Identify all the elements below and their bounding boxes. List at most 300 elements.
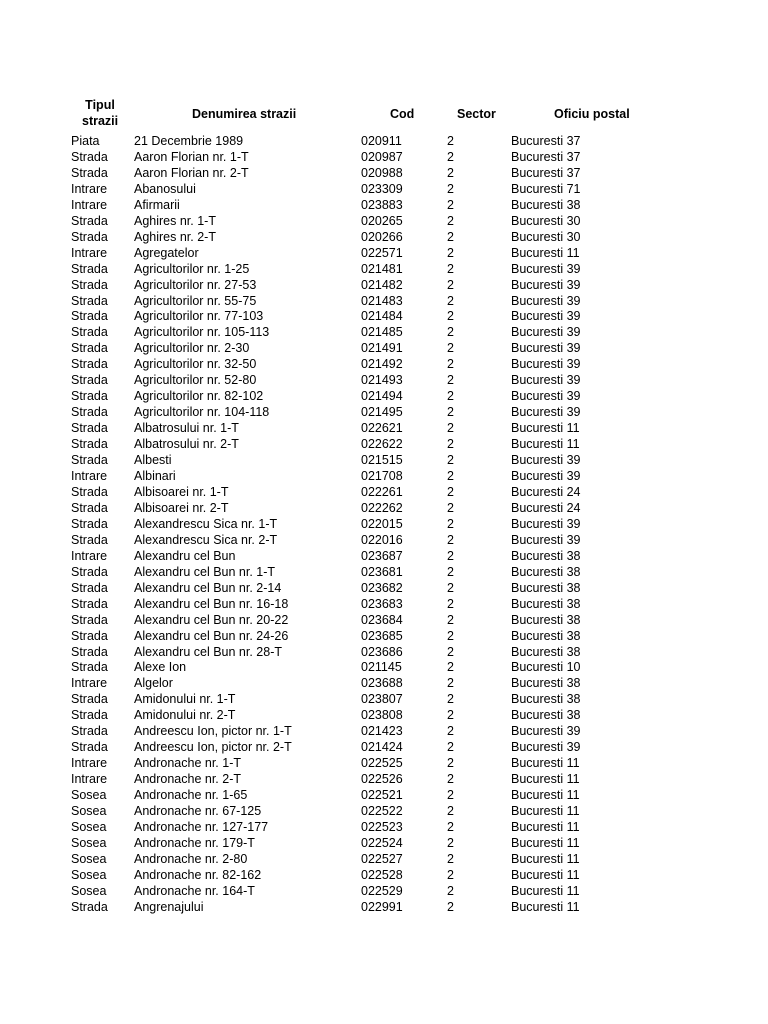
header-tipul-line2: strazii [82, 114, 119, 128]
cell-sector: 2 [447, 612, 454, 627]
cell-tipul-strazii: Piata [71, 134, 100, 148]
cell-tipul-strazii: Intrare [71, 676, 108, 691]
table-row [0, 723, 768, 739]
table-row [0, 596, 768, 612]
cell-oficiu-postal: Bucuresti 39 [511, 405, 581, 420]
cell-sector: 2 [447, 883, 454, 898]
cell-tipul-strazii: Intrare [71, 197, 108, 212]
cell-sector: 2 [447, 165, 454, 180]
cell-denumirea-strazii: Agricultorilor nr. 2-30 [134, 341, 250, 356]
cell-oficiu-postal: Bucuresti 38 [511, 644, 581, 659]
cell-oficiu-postal: Bucuresti 11 [511, 819, 580, 834]
cell-denumirea-strazii: Agricultorilor nr. 27-53 [134, 277, 257, 292]
table-row [0, 293, 768, 309]
table-row [0, 500, 768, 516]
table-row [0, 612, 768, 628]
cell-denumirea-strazii: Abanosului [134, 181, 196, 196]
cell-oficiu-postal: Bucuresti 39 [511, 373, 581, 388]
cell-sector: 2 [447, 325, 454, 340]
cell-sector: 2 [447, 564, 454, 579]
cell-oficiu-postal: Bucuresti 11 [511, 899, 580, 914]
cell-cod: 020987 [361, 149, 403, 164]
cell-oficiu-postal: Bucuresti 24 [511, 500, 581, 515]
cell-denumirea-strazii: Andronache nr. 1-65 [134, 788, 248, 803]
cell-cod: 022622 [361, 437, 403, 452]
cell-tipul-strazii: Strada [71, 660, 108, 675]
cell-tipul-strazii: Strada [71, 309, 108, 324]
cell-denumirea-strazii: Andronache nr. 2-80 [134, 851, 248, 866]
cell-cod: 020911 [361, 134, 402, 148]
cell-tipul-strazii: Intrare [71, 548, 108, 563]
cell-oficiu-postal: Bucuresti 38 [511, 197, 581, 212]
cell-denumirea-strazii: Andronache nr. 1-T [134, 756, 242, 771]
cell-oficiu-postal: Bucuresti 71 [511, 181, 581, 196]
cell-cod: 021492 [361, 357, 403, 372]
cell-tipul-strazii: Intrare [71, 245, 108, 260]
cell-cod: 021484 [361, 309, 403, 324]
cell-sector: 2 [447, 724, 454, 739]
cell-oficiu-postal: Bucuresti 38 [511, 580, 581, 595]
cell-oficiu-postal: Bucuresti 38 [511, 564, 581, 579]
table-row [0, 165, 768, 181]
cell-denumirea-strazii: Alexandru cel Bun nr. 20-22 [134, 612, 289, 627]
cell-tipul-strazii: Strada [71, 453, 108, 468]
cell-sector: 2 [447, 692, 454, 707]
table-row [0, 628, 768, 644]
cell-cod: 023686 [361, 644, 403, 659]
table-row [0, 644, 768, 660]
table-row [0, 739, 768, 755]
cell-cod: 022524 [361, 835, 403, 850]
cell-sector: 2 [447, 181, 454, 196]
table-row [0, 548, 768, 564]
cell-tipul-strazii: Strada [71, 421, 108, 436]
table-row [0, 468, 768, 484]
cell-oficiu-postal: Bucuresti 11 [511, 883, 580, 898]
cell-tipul-strazii: Sosea [71, 804, 107, 819]
cell-sector: 2 [447, 835, 454, 850]
cell-denumirea-strazii: Albinari [134, 469, 176, 484]
cell-sector: 2 [447, 197, 454, 212]
cell-oficiu-postal: Bucuresti 39 [511, 357, 581, 372]
cell-oficiu-postal: Bucuresti 39 [511, 261, 581, 276]
cell-denumirea-strazii: Albatrosului nr. 2-T [134, 437, 239, 452]
cell-oficiu-postal: Bucuresti 11 [511, 772, 580, 787]
cell-tipul-strazii: Strada [71, 437, 108, 452]
cell-tipul-strazii: Strada [71, 293, 108, 308]
cell-cod: 022527 [361, 851, 403, 866]
cell-tipul-strazii: Strada [71, 580, 108, 595]
cell-denumirea-strazii: Andreescu Ion, pictor nr. 2-T [134, 740, 292, 755]
cell-sector: 2 [447, 389, 454, 404]
table-row [0, 213, 768, 229]
cell-denumirea-strazii: Afirmarii [134, 197, 180, 212]
cell-oficiu-postal: Bucuresti 11 [511, 835, 580, 850]
cell-sector: 2 [447, 660, 454, 675]
cell-sector: 2 [447, 469, 454, 484]
cell-denumirea-strazii: Alexandru cel Bun nr. 24-26 [134, 628, 289, 643]
cell-sector: 2 [447, 293, 454, 308]
cell-tipul-strazii: Strada [71, 596, 108, 611]
cell-oficiu-postal: Bucuresti 39 [511, 341, 581, 356]
cell-denumirea-strazii: Albisoarei nr. 2-T [134, 500, 229, 515]
cell-denumirea-strazii: Andronache nr. 67-125 [134, 804, 262, 819]
cell-denumirea-strazii: Aaron Florian nr. 1-T [134, 149, 249, 164]
cell-sector: 2 [447, 453, 454, 468]
cell-tipul-strazii: Strada [71, 564, 108, 579]
table-row [0, 755, 768, 771]
table-row [0, 229, 768, 245]
cell-tipul-strazii: Strada [71, 389, 108, 404]
cell-cod: 021423 [361, 724, 403, 739]
cell-oficiu-postal: Bucuresti 38 [511, 628, 581, 643]
cell-oficiu-postal: Bucuresti 39 [511, 532, 581, 547]
table-row [0, 675, 768, 691]
table-row [0, 691, 768, 707]
cell-cod: 022521 [361, 788, 403, 803]
cell-denumirea-strazii: Amidonului nr. 1-T [134, 692, 236, 707]
cell-sector: 2 [447, 867, 454, 882]
cell-oficiu-postal: Bucuresti 39 [511, 293, 581, 308]
table-row [0, 803, 768, 819]
cell-sector: 2 [447, 245, 454, 260]
cell-sector: 2 [447, 532, 454, 547]
cell-sector: 2 [447, 596, 454, 611]
cell-oficiu-postal: Bucuresti 11 [511, 756, 580, 771]
cell-tipul-strazii: Strada [71, 692, 108, 707]
table-row [0, 277, 768, 293]
cell-oficiu-postal: Bucuresti 24 [511, 484, 581, 499]
cell-oficiu-postal: Bucuresti 39 [511, 325, 581, 340]
cell-tipul-strazii: Strada [71, 149, 108, 164]
cell-oficiu-postal: Bucuresti 37 [511, 165, 581, 180]
cell-denumirea-strazii: Alexandrescu Sica nr. 2-T [134, 532, 278, 547]
cell-sector: 2 [447, 851, 454, 866]
cell-denumirea-strazii: Angrenajului [134, 899, 204, 914]
cell-oficiu-postal: Bucuresti 11 [511, 437, 580, 452]
table-row [0, 452, 768, 468]
cell-sector: 2 [447, 772, 454, 787]
cell-denumirea-strazii: Aghires nr. 1-T [134, 213, 216, 228]
cell-cod: 020265 [361, 213, 403, 228]
header-oficiu-postal: Oficiu postal [554, 107, 630, 121]
cell-sector: 2 [447, 437, 454, 452]
cell-tipul-strazii: Sosea [71, 788, 107, 803]
header-sector: Sector [457, 107, 496, 121]
cell-cod: 023682 [361, 580, 403, 595]
cell-oficiu-postal: Bucuresti 38 [511, 692, 581, 707]
cell-cod: 023684 [361, 612, 403, 627]
cell-denumirea-strazii: Alexandru cel Bun nr. 2-14 [134, 580, 282, 595]
table-row [0, 388, 768, 404]
cell-oficiu-postal: Bucuresti 39 [511, 309, 581, 324]
cell-sector: 2 [447, 373, 454, 388]
cell-denumirea-strazii: Agregatelor [134, 245, 199, 260]
cell-cod: 022621 [361, 421, 403, 436]
table-row [0, 851, 768, 867]
cell-cod: 022522 [361, 804, 403, 819]
cell-sector: 2 [447, 341, 454, 356]
cell-tipul-strazii: Strada [71, 325, 108, 340]
cell-tipul-strazii: Strada [71, 165, 108, 180]
cell-tipul-strazii: Strada [71, 724, 108, 739]
table-row [0, 404, 768, 420]
table-row [0, 899, 768, 915]
cell-cod: 022571 [361, 245, 403, 260]
cell-oficiu-postal: Bucuresti 38 [511, 612, 581, 627]
cell-cod: 022016 [361, 532, 403, 547]
cell-oficiu-postal: Bucuresti 11 [511, 867, 580, 882]
cell-cod: 023687 [361, 548, 403, 563]
cell-cod: 021515 [361, 453, 403, 468]
cell-tipul-strazii: Strada [71, 357, 108, 372]
cell-denumirea-strazii: Alexandrescu Sica nr. 1-T [134, 516, 278, 531]
cell-cod: 020988 [361, 165, 403, 180]
table-row [0, 149, 768, 165]
cell-denumirea-strazii: Albisoarei nr. 1-T [134, 484, 229, 499]
cell-denumirea-strazii: Alexandru cel Bun nr. 28-T [134, 644, 282, 659]
cell-sector: 2 [447, 213, 454, 228]
cell-denumirea-strazii: Andronache nr. 82-162 [134, 867, 262, 882]
cell-denumirea-strazii: Algelor [134, 676, 173, 691]
cell-oficiu-postal: Bucuresti 39 [511, 469, 581, 484]
cell-oficiu-postal: Bucuresti 39 [511, 277, 581, 292]
cell-denumirea-strazii: Alexe Ion [134, 660, 187, 675]
cell-denumirea-strazii: Alexandru cel Bun nr. 1-T [134, 564, 276, 579]
cell-tipul-strazii: Strada [71, 644, 108, 659]
cell-denumirea-strazii: Agricultorilor nr. 82-102 [134, 389, 264, 404]
cell-oficiu-postal: Bucuresti 38 [511, 676, 581, 691]
cell-sector: 2 [447, 804, 454, 819]
table-row [0, 261, 768, 277]
cell-oficiu-postal: Bucuresti 39 [511, 516, 581, 531]
cell-tipul-strazii: Strada [71, 341, 108, 356]
cell-oficiu-postal: Bucuresti 11 [511, 421, 580, 436]
table-row [0, 420, 768, 436]
table-row [0, 835, 768, 851]
cell-tipul-strazii: Strada [71, 484, 108, 499]
cell-oficiu-postal: Bucuresti 10 [511, 660, 581, 675]
cell-sector: 2 [447, 708, 454, 723]
cell-cod: 022991 [361, 899, 403, 914]
table-row [0, 484, 768, 500]
header-cod: Cod [390, 107, 415, 121]
table-body [0, 133, 768, 915]
cell-sector: 2 [447, 740, 454, 755]
table-row [0, 436, 768, 452]
table-row [0, 819, 768, 835]
header-tipul-line1: Tipul [85, 98, 115, 112]
cell-tipul-strazii: Sosea [71, 819, 107, 834]
cell-denumirea-strazii: Aghires nr. 2-T [134, 229, 216, 244]
cell-cod: 021493 [361, 373, 403, 388]
cell-cod: 020266 [361, 229, 403, 244]
table-row [0, 245, 768, 261]
cell-sector: 2 [447, 819, 454, 834]
cell-tipul-strazii: Strada [71, 899, 108, 914]
cell-oficiu-postal: Bucuresti 30 [511, 229, 581, 244]
cell-cod: 022528 [361, 867, 403, 882]
table-row [0, 867, 768, 883]
cell-cod: 022525 [361, 756, 403, 771]
cell-sector: 2 [447, 628, 454, 643]
cell-sector: 2 [447, 516, 454, 531]
cell-sector: 2 [447, 644, 454, 659]
cell-sector: 2 [447, 548, 454, 563]
cell-sector: 2 [447, 500, 454, 515]
cell-sector: 2 [447, 229, 454, 244]
cell-tipul-strazii: Strada [71, 516, 108, 531]
cell-tipul-strazii: Strada [71, 500, 108, 515]
cell-denumirea-strazii: Amidonului nr. 2-T [134, 708, 236, 723]
table-row [0, 356, 768, 372]
cell-tipul-strazii: Strada [71, 532, 108, 547]
cell-cod: 021494 [361, 389, 403, 404]
cell-tipul-strazii: Intrare [71, 181, 108, 196]
cell-tipul-strazii: Strada [71, 740, 108, 755]
cell-sector: 2 [447, 357, 454, 372]
cell-cod: 021482 [361, 277, 403, 292]
table-row [0, 883, 768, 899]
cell-cod: 022523 [361, 819, 403, 834]
cell-oficiu-postal: Bucuresti 39 [511, 740, 581, 755]
cell-tipul-strazii: Sosea [71, 883, 107, 898]
cell-sector: 2 [447, 756, 454, 771]
cell-sector: 2 [447, 149, 454, 164]
cell-denumirea-strazii: Agricultorilor nr. 104-118 [134, 405, 270, 420]
table-row [0, 133, 768, 149]
cell-tipul-strazii: Strada [71, 261, 108, 276]
cell-cod: 021485 [361, 325, 403, 340]
cell-cod: 022261 [361, 484, 403, 499]
cell-cod: 023309 [361, 181, 403, 196]
table-row [0, 659, 768, 675]
cell-cod: 023808 [361, 708, 403, 723]
cell-denumirea-strazii: Andronache nr. 164-T [134, 883, 255, 898]
cell-sector: 2 [447, 788, 454, 803]
cell-sector: 2 [447, 484, 454, 499]
cell-cod: 023681 [361, 564, 403, 579]
cell-denumirea-strazii: Agricultorilor nr. 55-75 [134, 293, 257, 308]
cell-tipul-strazii: Intrare [71, 772, 108, 787]
cell-denumirea-strazii: Andreescu Ion, pictor nr. 1-T [134, 724, 292, 739]
cell-tipul-strazii: Strada [71, 229, 108, 244]
cell-oficiu-postal: Bucuresti 11 [511, 788, 580, 803]
cell-oficiu-postal: Bucuresti 11 [511, 245, 580, 260]
cell-sector: 2 [447, 899, 454, 914]
cell-denumirea-strazii: Alexandru cel Bun nr. 16-18 [134, 596, 289, 611]
cell-tipul-strazii: Intrare [71, 469, 108, 484]
table-row [0, 181, 768, 197]
table-row [0, 787, 768, 803]
cell-denumirea-strazii: Albesti [134, 453, 172, 468]
cell-cod: 021708 [361, 469, 403, 484]
cell-cod: 021483 [361, 293, 403, 308]
cell-oficiu-postal: Bucuresti 38 [511, 548, 581, 563]
cell-oficiu-postal: Bucuresti 39 [511, 389, 581, 404]
cell-denumirea-strazii: Aaron Florian nr. 2-T [134, 165, 249, 180]
cell-cod: 023807 [361, 692, 403, 707]
table-row [0, 197, 768, 213]
table-row [0, 564, 768, 580]
cell-cod: 021481 [361, 261, 403, 276]
cell-cod: 022262 [361, 500, 403, 515]
cell-denumirea-strazii: Andronache nr. 179-T [134, 835, 255, 850]
table-row [0, 324, 768, 340]
cell-tipul-strazii: Strada [71, 612, 108, 627]
cell-tipul-strazii: Sosea [71, 851, 107, 866]
cell-denumirea-strazii: Agricultorilor nr. 105-113 [134, 325, 270, 340]
cell-cod: 022526 [361, 772, 403, 787]
cell-sector: 2 [447, 261, 454, 276]
cell-cod: 023688 [361, 676, 403, 691]
table-row [0, 707, 768, 723]
cell-oficiu-postal: Bucuresti 11 [511, 851, 580, 866]
cell-cod: 023685 [361, 628, 403, 643]
cell-denumirea-strazii: Andronache nr. 127-177 [134, 819, 269, 834]
cell-denumirea-strazii: Albatrosului nr. 1-T [134, 421, 239, 436]
cell-oficiu-postal: Bucuresti 38 [511, 708, 581, 723]
table-row [0, 771, 768, 787]
cell-sector: 2 [447, 309, 454, 324]
cell-tipul-strazii: Strada [71, 373, 108, 388]
cell-cod: 021424 [361, 740, 403, 755]
table-row [0, 516, 768, 532]
cell-cod: 021495 [361, 405, 403, 420]
cell-tipul-strazii: Intrare [71, 756, 108, 771]
cell-tipul-strazii: Strada [71, 628, 108, 643]
cell-denumirea-strazii: Agricultorilor nr. 77-103 [134, 309, 264, 324]
table-row [0, 580, 768, 596]
cell-sector: 2 [447, 676, 454, 691]
cell-tipul-strazii: Strada [71, 277, 108, 292]
header-denumirea-strazii: Denumirea strazii [192, 107, 297, 121]
table-row [0, 532, 768, 548]
cell-cod: 021491 [361, 341, 403, 356]
cell-sector: 2 [447, 421, 454, 436]
cell-oficiu-postal: Bucuresti 39 [511, 453, 581, 468]
cell-denumirea-strazii: Andronache nr. 2-T [134, 772, 242, 787]
cell-oficiu-postal: Bucuresti 30 [511, 213, 581, 228]
cell-oficiu-postal: Bucuresti 37 [511, 149, 581, 164]
cell-sector: 2 [447, 277, 454, 292]
cell-oficiu-postal: Bucuresti 11 [511, 804, 580, 819]
table-row [0, 308, 768, 324]
table-row [0, 372, 768, 388]
cell-tipul-strazii: Strada [71, 213, 108, 228]
cell-oficiu-postal: Bucuresti 38 [511, 596, 581, 611]
cell-sector: 2 [447, 580, 454, 595]
cell-denumirea-strazii: 21 Decembrie 1989 [134, 134, 244, 148]
cell-tipul-strazii: Sosea [71, 835, 107, 850]
cell-oficiu-postal: Bucuresti 39 [511, 724, 581, 739]
cell-tipul-strazii: Strada [71, 708, 108, 723]
cell-cod: 022529 [361, 883, 403, 898]
cell-sector: 2 [447, 134, 454, 148]
cell-tipul-strazii: Sosea [71, 867, 107, 882]
cell-denumirea-strazii: Alexandru cel Bun [134, 548, 236, 563]
table-header-row [0, 96, 768, 132]
cell-cod: 022015 [361, 516, 403, 531]
cell-cod: 021145 [361, 660, 402, 675]
table-row [0, 340, 768, 356]
cell-cod: 023883 [361, 197, 403, 212]
cell-cod: 023683 [361, 596, 403, 611]
cell-denumirea-strazii: Agricultorilor nr. 32-50 [134, 357, 257, 372]
cell-sector: 2 [447, 405, 454, 420]
cell-denumirea-strazii: Agricultorilor nr. 52-80 [134, 373, 257, 388]
cell-oficiu-postal: Bucuresti 37 [511, 134, 581, 148]
